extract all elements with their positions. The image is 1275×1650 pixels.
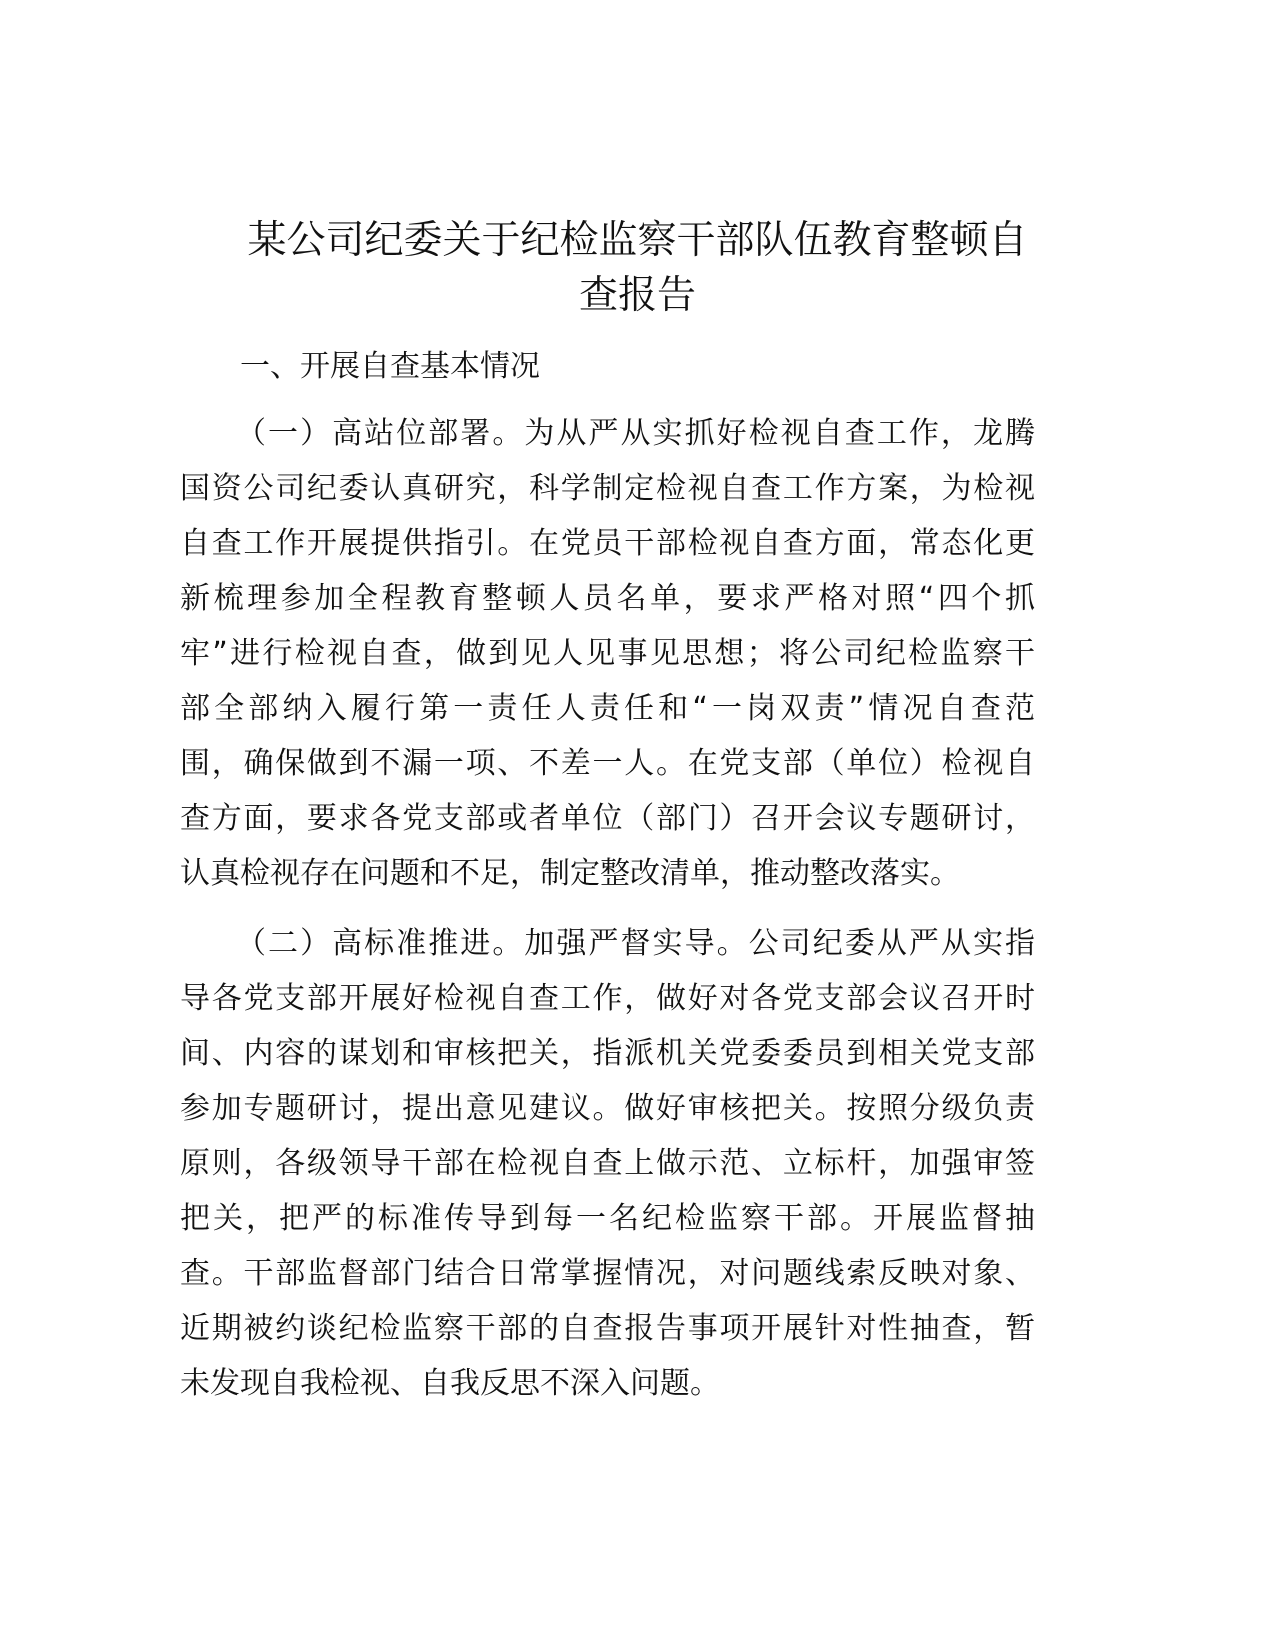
section-heading: 一、开展自查基本情况 [240,349,540,384]
document-title-line-2: 查报告 [578,273,696,318]
paragraph-line: 导各党支部开展好检视自查工作，做好对各党支部会议召开时 [180,981,1035,1016]
paragraph-line: 认真检视存在问题和不足，制定整改清单，推动整改落实。 [180,856,960,891]
paragraph-line: （二）高标准推进。加强严督实导。公司纪委从严从实指 [236,926,1035,961]
paragraph-line: 参加专题研讨，提出意见建议。做好审核把关。按照分级负责 [180,1091,1035,1126]
paragraph-line: 自查工作开展提供指引。在党员干部检视自查方面，常态化更 [180,526,1035,561]
paragraph-line: 围，确保做到不漏一项、不差一人。在党支部（单位）检视自 [180,746,1035,781]
paragraph-1 [180,406,1035,901]
paragraph-line: 原则，各级领导干部在检视自查上做示范、立标杆，加强审签 [180,1146,1035,1181]
paragraph-line: 把关，把严的标准传导到每一名纪检监察干部。开展监督抽 [180,1201,1035,1236]
paragraph-line: 近期被约谈纪检监察干部的自查报告事项开展针对性抽查，暂 [180,1311,1035,1346]
paragraph-line: 新梳理参加全程教育整顿人员名单，要求严格对照“四个抓 [180,581,1035,616]
paragraph-line: 国资公司纪委认真研究，科学制定检视自查工作方案，为检视 [180,471,1035,506]
paragraph-line: 间、内容的谋划和审核把关，指派机关党委委员到相关党支部 [180,1036,1035,1071]
paragraph-line: 未发现自我检视、自我反思不深入问题。 [180,1366,720,1401]
paragraph-line: 查。干部监督部门结合日常掌握情况，对问题线索反映对象、 [180,1256,1035,1291]
paragraph-line: 部全部纳入履行第一责任人责任和“一岗双责”情况自查范 [180,691,1035,726]
document-title-line-1: 某公司纪委关于纪检监察干部队伍教育整顿自 [247,218,1028,263]
paragraph-line: 查方面，要求各党支部或者单位（部门）召开会议专题研讨， [180,801,1035,836]
paragraph-line: （一）高站位部署。为从严从实抓好检视自查工作，龙腾 [236,416,1035,451]
paragraph-line: 牢”进行检视自查，做到见人见事见思想；将公司纪检监察干 [180,636,1035,671]
paragraph-2 [180,916,1035,1411]
